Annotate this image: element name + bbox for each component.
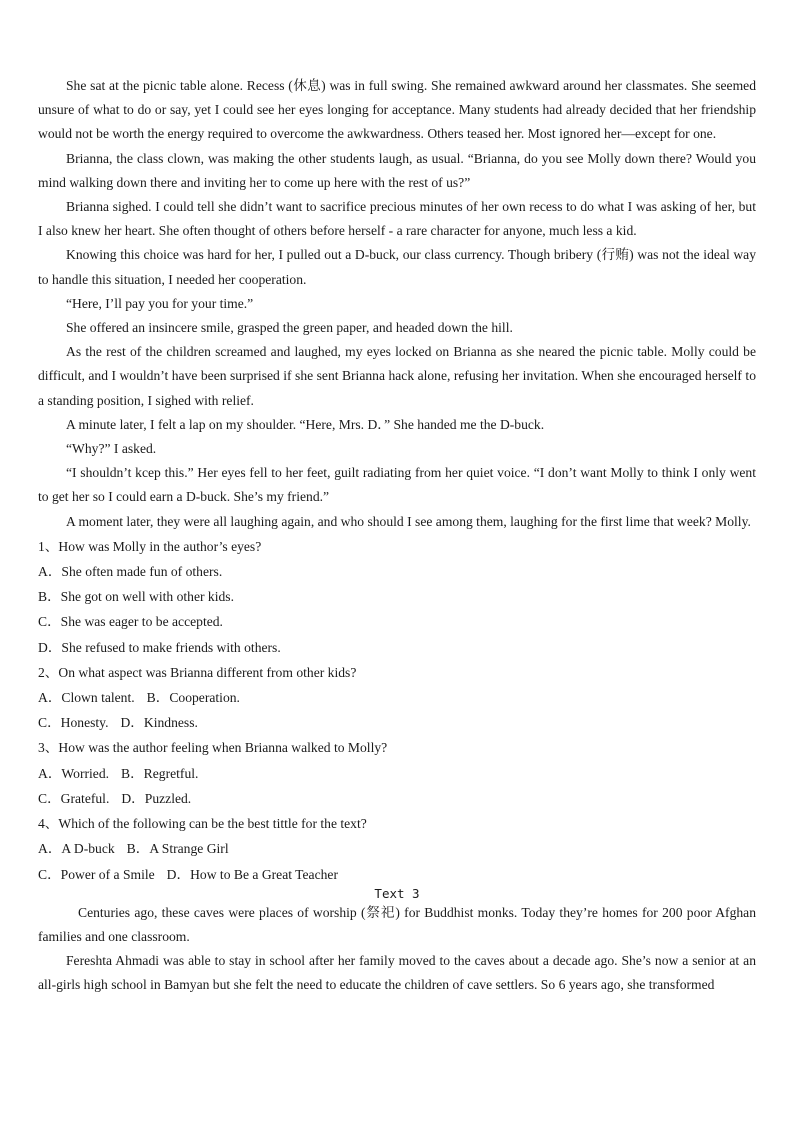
passage-paragraph: She offered an insincere smile, grasped the green paper, and headed down the hill. <box>66 320 513 336</box>
question-3-option-d: D．Puzzled. <box>121 790 192 806</box>
question-3-option-b: B．Regretful. <box>121 765 199 781</box>
question-2-option-c: C．Honesty. <box>38 715 109 731</box>
question-1-stem: 1、How was Molly in the author’s eyes? <box>38 538 262 554</box>
question-4-options-row-2 <box>38 862 756 887</box>
question-4-option-c: C．Power of a Smile <box>38 866 155 882</box>
question-2-options-row-1 <box>38 685 756 710</box>
question-2-option-a: A．Clown talent. <box>38 690 135 706</box>
question-4-options-row-1 <box>38 836 756 861</box>
passage-paragraph: She sat at the picnic table alone. Recess (休息) was in full swing. She remained awkward around her classmates. She seemed unsure of what to do or say, yet I could see her eyes longing for acceptance. Many students had already decided that her friendship would not be worth the energy required to overcome the awkwardness. Others teased her. Most ignored her—except for one. <box>38 78 756 142</box>
question-2-option-d: D．Kindness. <box>120 715 198 731</box>
question-block <box>38 534 756 887</box>
passage-paragraph: “I shouldn’t kcep this.” Her eyes fell to her feet, guilt radiating from her quiet voice. “I don’t want Molly to think I only went to get her so I could earn a D-buck. She’s my friend.” <box>38 465 756 505</box>
passage-paragraph: A moment later, they were all laughing again, and who should I see among them, laughing for the first lime that week? Molly. <box>66 513 751 529</box>
passage-paragraph: “Here, I’ll pay you for your time.” <box>66 295 254 311</box>
question-4-stem: 4、Which of the following can be the best tittle for the text? <box>38 816 367 832</box>
passage-paragraph: Brianna sighed. I could tell she didn’t want to sacrifice precious minutes of her own recess to do what I was asking of her, but I also knew her heart. She often thought of others before herself - a rare character for anyone, much less a kid. <box>38 199 756 239</box>
passage-paragraph: Knowing this choice was hard for her, I pulled out a D-buck, our class currency. Though bribery (行贿) was not the ideal way to handle this situation, I needed her cooperation. <box>38 247 756 287</box>
section-heading: Text 3 <box>374 885 420 901</box>
passage-paragraph: Brianna, the class clown, was making the other students laugh, as usual. “Brianna, do you see Molly down there? Would you mind walking down there and inviting her to come up here with the rest of us?” <box>38 150 756 190</box>
question-1-option-a: A．She often made fun of others. <box>38 564 223 580</box>
question-2-stem: 2、On what aspect was Brianna different from other kids? <box>38 664 357 680</box>
question-1-option-c: C．She was eager to be accepted. <box>38 614 223 630</box>
question-4-option-b: B．A Strange Girl <box>126 841 229 857</box>
passage-paragraph: Centuries ago, these caves were places of worship (祭祀) for Buddhist monks. Today they’re homes for 200 poor Afghan families and one classroom. <box>38 904 756 944</box>
document-page <box>38 74 756 998</box>
question-3-stem: 3、How was the author feeling when Brianna walked to Molly? <box>38 740 388 756</box>
question-2-options-row-2 <box>38 710 756 735</box>
question-3-options-row-2 <box>38 786 756 811</box>
question-3-option-c: C．Grateful. <box>38 790 110 806</box>
question-4-option-a: A．A D-buck <box>38 841 115 857</box>
question-3-options-row-1 <box>38 761 756 786</box>
passage-paragraph: A minute later, I felt a lap on my shoulder. “Here, Mrs. D．” She handed me the D-buck. <box>66 416 545 432</box>
passage-text-3 <box>38 887 756 998</box>
question-2-option-b: B．Cooperation. <box>146 690 240 706</box>
question-3-option-a: A．Worried. <box>38 765 110 781</box>
question-1-option-b: B．She got on well with other kids. <box>38 589 234 605</box>
passage-paragraph: As the rest of the children screamed and laughed, my eyes locked on Brianna as she neared the picnic table. Molly could be difficult, and I wouldn’t have been surprised if she sent Brianna hack alone, refusing her invitation. When she encouraged herself to a standing position, I sighed with relief. <box>38 344 756 408</box>
question-1-option-d: D．She refused to make friends with others. <box>38 639 281 655</box>
passage-text-2 <box>38 74 756 534</box>
passage-paragraph: Fereshta Ahmadi was able to stay in school after her family moved to the caves about a decade ago. She’s now a senior at an all-girls high school in Bamyan but she felt the need to educate the children of cave settlers. So 6 years ago, she transformed <box>38 953 756 993</box>
question-4-option-d: D．How to Be a Great Teacher <box>166 866 338 882</box>
passage-paragraph: “Why?” I asked. <box>66 441 157 457</box>
